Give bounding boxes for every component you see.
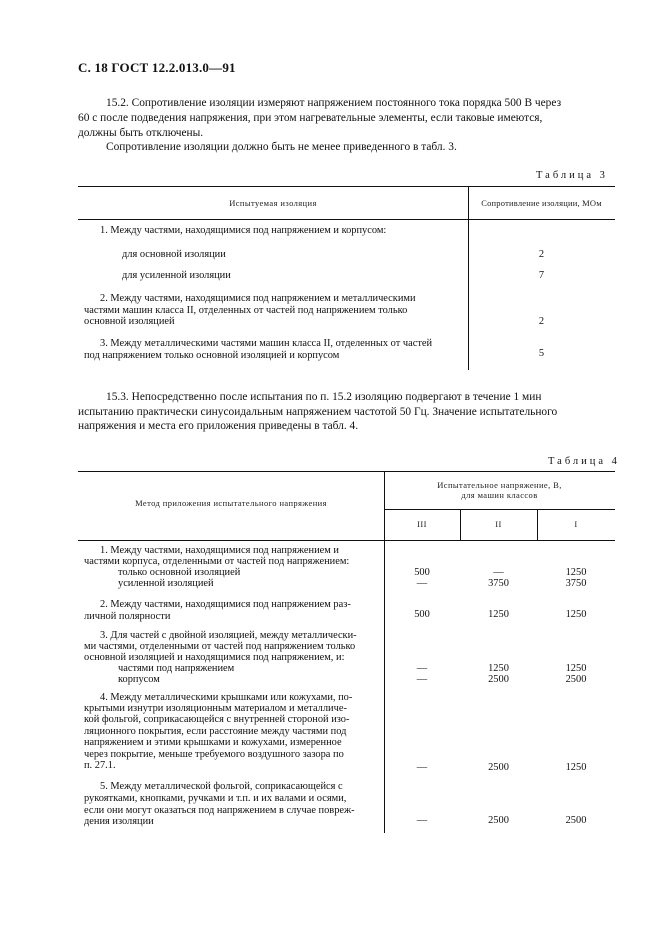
table4-row4-line5: напряжением и этими крышками и кожухами, измеренное xyxy=(84,737,342,748)
table4-row1-a-III: 500 xyxy=(414,567,430,578)
table4-caption: Таблица 4 xyxy=(548,456,620,467)
table4-row2-III: 500 xyxy=(414,609,430,620)
para-15-3-line1: 15.3. Непосредственно после испытания по п. 15.2 изоляцию подвергают в течение 1 мин xyxy=(106,391,542,403)
table4-row1-b-I: 3750 xyxy=(565,578,587,589)
table4-row3-a-II: 1250 xyxy=(488,663,509,674)
table4-col1-header: Метод приложения испытательного напряжения xyxy=(135,498,327,508)
table4-row3-line3: основной изоляцией и находящимися под напряжением, и: xyxy=(84,652,345,663)
table4-group-header-line1: Испытательное напряжение, В, xyxy=(437,480,562,490)
table4-row1-a-II: — xyxy=(493,567,504,578)
table3-row1a-text: для основной изоляции xyxy=(122,249,226,260)
table4-row2-line1: 2. Между частями, находящимися под напряжением раз- xyxy=(100,599,351,610)
table4-row4-line4: ляционного покрытия, если расстояние между частями под xyxy=(84,726,347,737)
table4-header-border xyxy=(78,540,615,541)
table3-row1-text: 1. Между частями, находящимися под напряжением и корпусом: xyxy=(100,225,387,236)
table4-row3-b-I: 2500 xyxy=(565,674,587,685)
table4-class-II-header: II xyxy=(495,519,502,529)
table3-row2-line1: 2. Между частями, находящимися под напряжением и металлическими xyxy=(100,293,416,304)
table4-row1-line1: 1. Между частями, находящимися под напряжением и xyxy=(100,545,339,556)
table4-row3-b-III: — xyxy=(416,674,428,685)
table3-header-border xyxy=(78,219,615,220)
table4-row5-line4: дения изоляции xyxy=(84,816,154,827)
table4-row4-line3: кой фольгой, соприкасающейся с внутренней стороной изо- xyxy=(84,714,350,725)
table4-row5-I: 2500 xyxy=(565,815,587,826)
table3-row3-line1: 3. Между металлическими частями машин класса II, отделенных от частей xyxy=(100,338,433,349)
table3-col2-header: Сопротивление изоляции, МОм xyxy=(481,198,602,208)
table4-row1-a-I: 1250 xyxy=(565,567,587,578)
table3-row1b-text: для усиленной изоляции xyxy=(122,270,231,281)
table4-row3-line2: ми частями, отделенными от частей под напряжением только xyxy=(84,641,356,652)
table3-caption: Таблица 3 xyxy=(536,170,608,181)
table4-row1-line3: только основной изоляцией xyxy=(118,567,241,578)
table3-row2-line2: частями машин класса II, отделенных от частей под напряжением только xyxy=(84,305,408,316)
table4-row3-b-II: 2500 xyxy=(488,674,509,685)
table3-row1b-value: 7 xyxy=(538,270,545,281)
table4-row4-line6: через покрытие, меньше требуемого воздушного зазора по xyxy=(84,749,344,760)
table4-row1-line4: усиленной изоляцией xyxy=(118,578,214,589)
table4-row3-line5: корпусом xyxy=(118,674,160,685)
table4-row2-II: 1250 xyxy=(488,609,509,620)
table4-row1-b-III: — xyxy=(416,578,428,589)
para-15-3-line3: напряжения и места его приложения приведены в табл. 4. xyxy=(78,420,359,432)
table4-row5-II: 2500 xyxy=(488,815,509,826)
table4-row3-a-III: — xyxy=(416,663,428,674)
table4-row3-a-I: 1250 xyxy=(565,663,587,674)
table3-row1a-value: 2 xyxy=(538,249,545,260)
table4-row2-line2: личной полярности xyxy=(84,611,171,622)
table3-row3-line2: под напряжением только основной изоляцией и корпусом xyxy=(84,350,340,361)
table3-row3-value: 5 xyxy=(538,348,545,359)
table4-row2-I: 1250 xyxy=(565,609,587,620)
table4-row5-line3: если они могут оказаться под напряжением в случае повреж- xyxy=(84,805,355,816)
table4-class-III-header: III xyxy=(417,519,427,529)
table4-row5-III: — xyxy=(416,815,428,826)
table4-class-I-header: I xyxy=(574,519,578,529)
table4-row4-line7: п. 27.1. xyxy=(84,760,116,771)
table4-row1-b-II: 3750 xyxy=(488,578,509,589)
para-15-2-line2: 60 с после подведения напряжения, при этом нагревательные элементы, если таковые имеются, xyxy=(78,112,543,124)
table4-row4-II: 2500 xyxy=(488,762,509,773)
table4-group-header-line2: для машин классов xyxy=(461,490,538,500)
table4-group-border xyxy=(384,509,615,510)
page-header: С. 18 ГОСТ 12.2.013.0—91 xyxy=(78,60,236,75)
table4-row5-line2: рукоятками, кнопками, ручками и т.п. и их валами и осями, xyxy=(84,793,347,804)
table4-row4-III: — xyxy=(416,762,428,773)
para-15-3-line2: испытанию практически синусоидальным напряжением частотой 50 Гц. Значение испытательного xyxy=(78,406,558,418)
para-15-2-line3: должны быть отключены. xyxy=(78,127,204,139)
table4-top-border xyxy=(78,471,615,472)
table4-row4-line2: крытыми изнутри изоляционным материалом и металличе- xyxy=(84,703,347,714)
table4-row3-line4: частями под напряжением xyxy=(118,663,235,674)
table4-row1-line2: частями корпуса, отделенными от частей под напряжением: xyxy=(84,556,350,567)
table3-row2-value: 2 xyxy=(538,316,545,327)
table4-row5-line1: 5. Между металлической фольгой, соприкасающейся с xyxy=(100,781,343,792)
table3-top-border xyxy=(78,186,615,187)
table4-row4-I: 1250 xyxy=(565,762,587,773)
table4-row4-line1: 4. Между металлическими крышками или кожухами, по- xyxy=(100,692,353,703)
table3-row2-line3: основной изоляцией xyxy=(84,316,175,327)
para-15-2-line4: Сопротивление изоляции должно быть не менее приведенного в табл. 3. xyxy=(106,141,457,153)
table3-col1-header: Испытуемая изоляция xyxy=(229,198,317,208)
table4-row3-line1: 3. Для частей с двойной изоляцией, между металлически- xyxy=(100,630,357,641)
para-15-2-line1: 15.2. Сопротивление изоляции измеряют напряжением постоянного тока порядка 500 В через xyxy=(106,97,562,109)
